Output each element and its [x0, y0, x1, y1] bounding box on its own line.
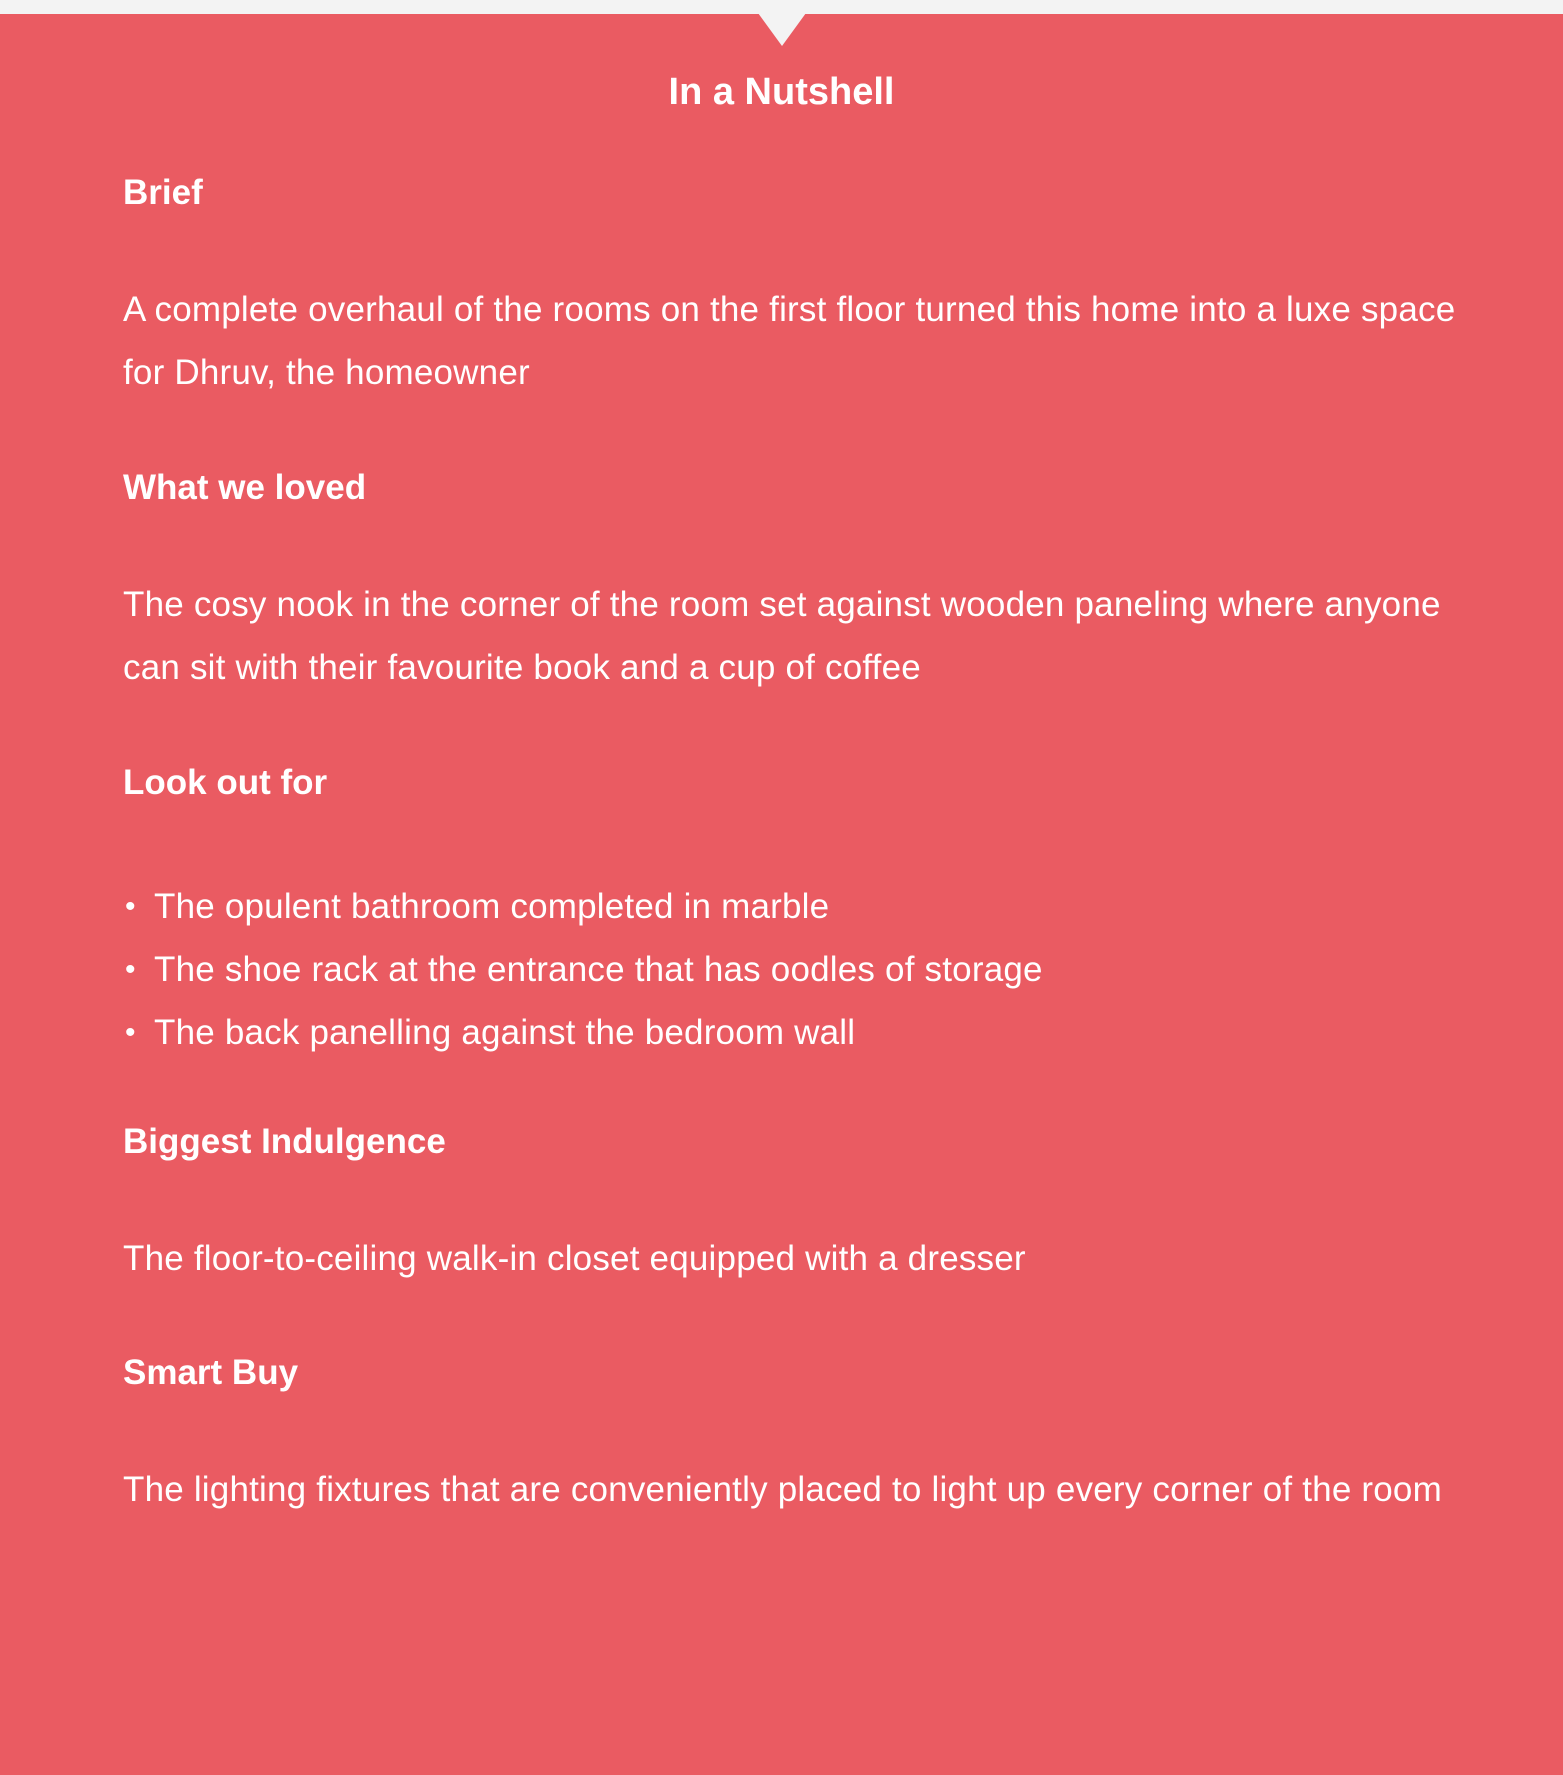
- section-body-smart-buy: The lighting fixtures that are conveniently placed to light up every corner of the room: [123, 1470, 1442, 1509]
- list-item: [123, 1001, 1483, 1064]
- section-body-brief: A complete overhaul of the rooms on the first floor turned this home into a luxe space for Dhruv, the homeowner: [123, 290, 1456, 392]
- section-heading-what-we-loved: What we loved: [123, 468, 367, 507]
- list-item: [123, 938, 1483, 1001]
- list-item: [123, 875, 1483, 938]
- section-smart-buy: [123, 1350, 1483, 1521]
- caret-down-notch-icon: [758, 13, 806, 46]
- section-look-out-for: [123, 760, 1483, 1064]
- section-what-we-loved: [123, 465, 1483, 699]
- section-biggest-indulgence: [123, 1119, 1483, 1290]
- nutshell-card: [0, 14, 1563, 1775]
- card-title: In a Nutshell: [668, 71, 895, 113]
- list-item-text: The back panelling against the bedroom wall: [154, 1013, 856, 1052]
- bullet-icon: •: [125, 1016, 136, 1049]
- section-heading-brief: Brief: [123, 173, 203, 212]
- list-item-text: The shoe rack at the entrance that has oodles of storage: [154, 950, 1043, 989]
- section-heading-smart-buy: Smart Buy: [123, 1353, 299, 1392]
- section-heading-biggest-indulgence: Biggest Indulgence: [123, 1122, 446, 1161]
- section-body-what-we-loved: The cosy nook in the corner of the room set against wooden paneling where anyone can sit with their favourite book and a cup of coffee: [123, 585, 1441, 687]
- look-out-for-list: [123, 875, 1483, 1064]
- bullet-icon: •: [125, 953, 136, 986]
- section-body-biggest-indulgence: The floor-to-ceiling walk-in closet equipped with a dresser: [123, 1239, 1026, 1278]
- bullet-icon: •: [125, 890, 136, 923]
- list-item-text: The opulent bathroom completed in marble: [154, 887, 830, 926]
- section-brief: [123, 170, 1483, 404]
- card-content: [123, 170, 1483, 1521]
- section-heading-look-out-for: Look out for: [123, 763, 328, 802]
